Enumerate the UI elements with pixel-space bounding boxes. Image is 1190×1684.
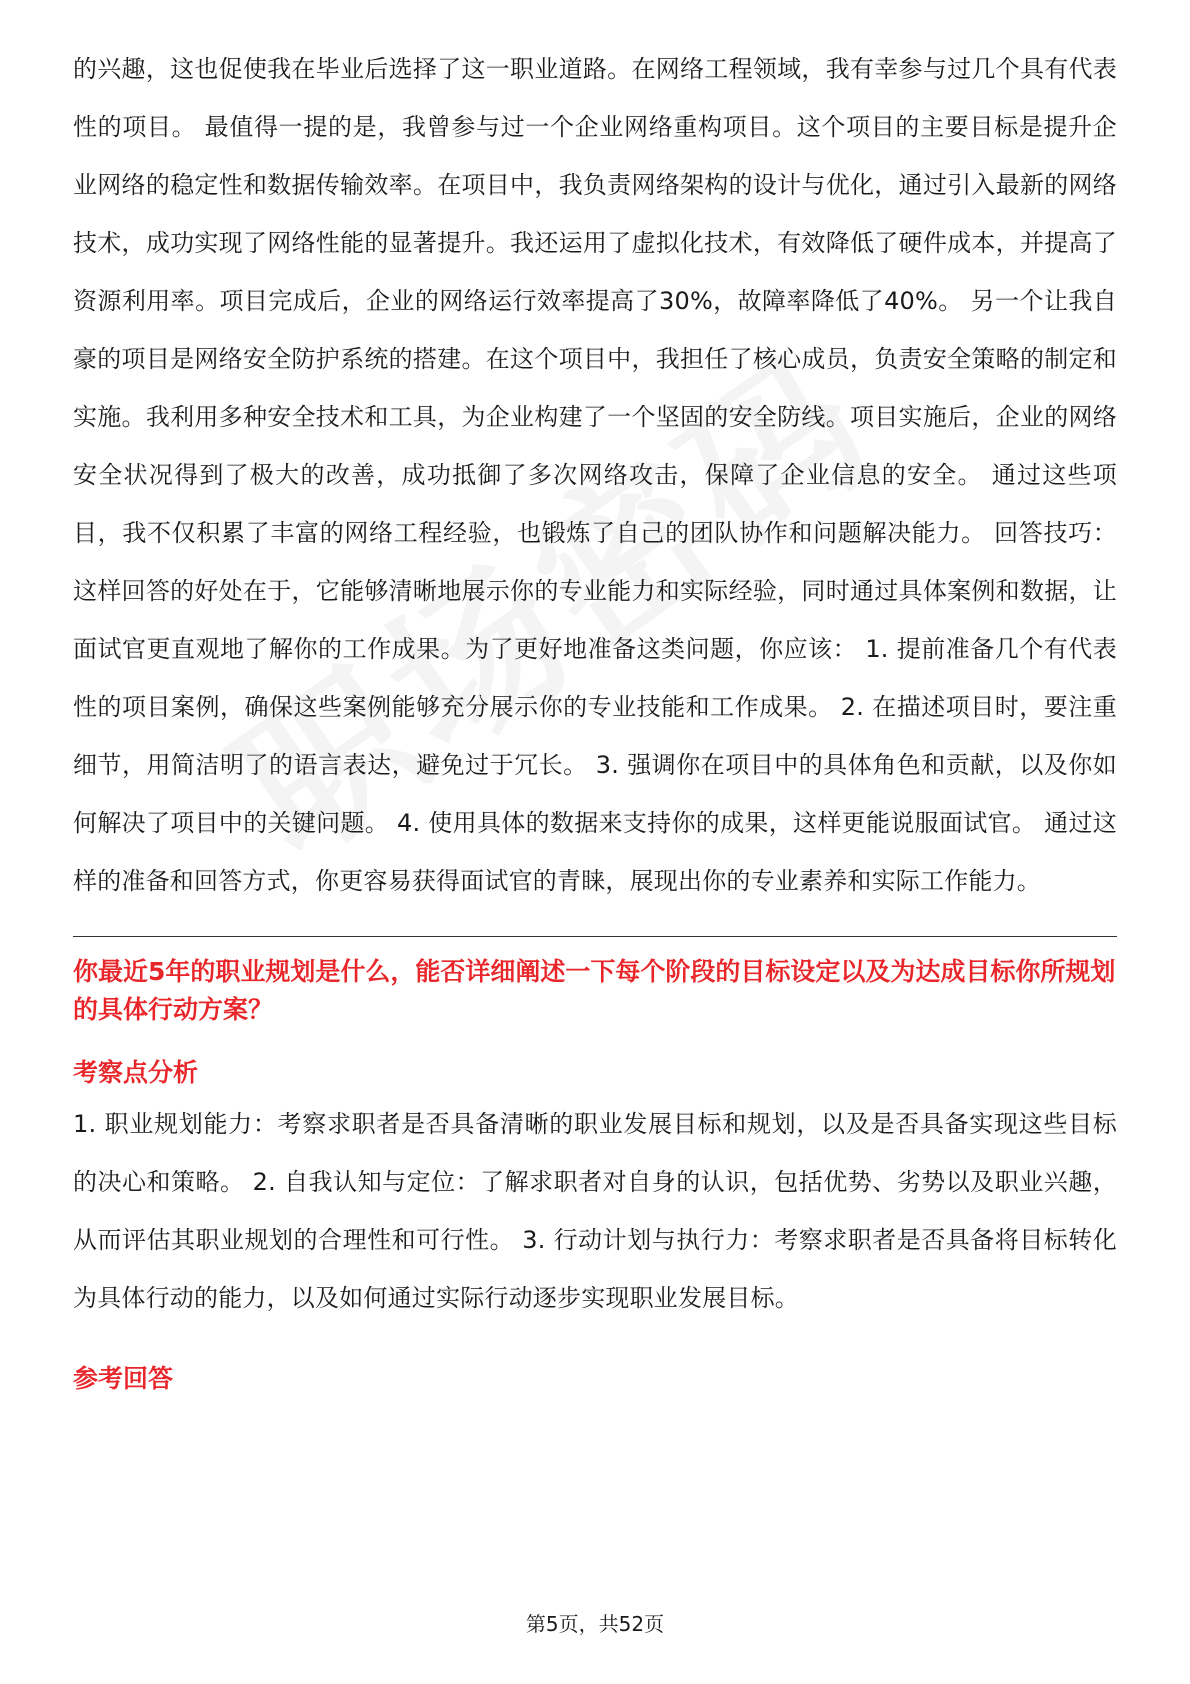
- section-divider: [73, 936, 1117, 937]
- interview-question: 你最近5年的职业规划是什么，能否详细阐述一下每个阶段的目标设定以及为达成目标你所规划的具体行动方案？: [73, 957, 1116, 1024]
- page-content: [73, 40, 1117, 1397]
- page-number-footer: 第5页，共52页: [525, 1612, 665, 1636]
- analysis-paragraph: 1. 职业规划能力：考察求职者是否具备清晰的职业发展目标和规划，以及是否具备实现这些目标的决心和策略。 2. 自我认知与定位：了解求职者对自身的认识，包括优势、劣势以及职业兴趣，从而评估其职业规划的合理性和可行性。 3. 行动计划与执行力：考察求职者是否具备将目标转化为具体行动的能力，以及如何通过实际行动逐步实现职业发展目标。: [73, 1110, 1117, 1312]
- continuation-paragraph: 的兴趣，这也促使我在毕业后选择了这一职业道路。在网络工程领域，我有幸参与过几个具有代表性的项目。 最值得一提的是，我曾参与过一个企业网络重构项目。这个项目的主要目标是提升企业网络的稳定性和数据传输效率。在项目中，我负责网络架构的设计与优化，通过引入最新的网络技术，成功实现了网络性能的显著提升。我还运用了虚拟化技术，有效降低了硬件成本，并提高了资源利用率。项目完成后，企业的网络运行效率提高了30%，故障率降低了40%。 另一个让我自豪的项目是网络安全防护系统的搭建。在这个项目中，我担任了核心成员，负责安全策略的制定和实施。我利用多种安全技术和工具，为企业构建了一个坚固的安全防线。项目实施后，企业的网络安全状况得到了极大的改善，成功抵御了多次网络攻击，保障了企业信息的安全。 通过这些项目，我不仅积累了丰富的网络工程经验，也锻炼了自己的团队协作和问题解决能力。 回答技巧： 这样回答的好处在于，它能够清晰地展示你的专业能力和实际经验，同时通过具体案例和数据，让面试官更直观地了解你的工作成果。为了更好地准备这类问题，你应该： 1. 提前准备几个有代表性的项目案例，确保这些案例能够充分展示你的专业技能和工作成果。 2. 在描述项目时，要注重细节，用简洁明了的语言表达，避免过于冗长。 3. 强调你在项目中的具体角色和贡献，以及你如何解决了项目中的关键问题。 4. 使用具体的数据来支持你的成果，这样更能说服面试官。 通过这样的准备和回答方式，你更容易获得面试官的青睐，展现出你的专业素养和实际工作能力。: [73, 55, 1117, 895]
- analysis-heading: 考察点分析: [73, 1058, 199, 1087]
- answer-heading: 参考回答: [73, 1364, 174, 1393]
